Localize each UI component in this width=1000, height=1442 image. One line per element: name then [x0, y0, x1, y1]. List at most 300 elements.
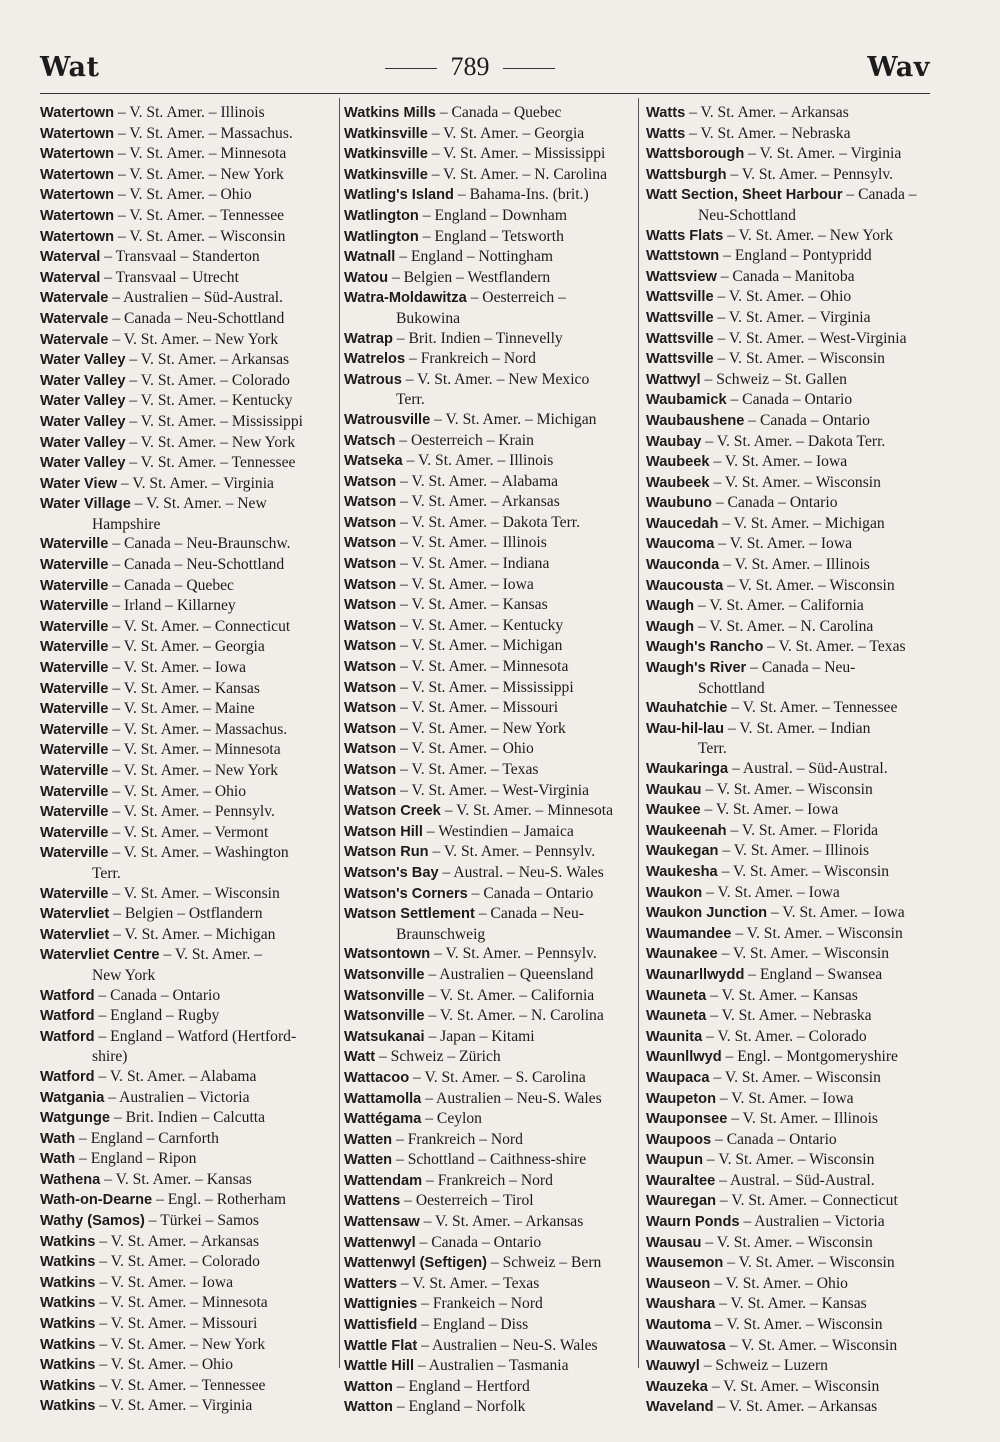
- place-name: Watrap: [344, 330, 393, 347]
- place-name: Wathena: [40, 1171, 101, 1188]
- place-location: – V. St. Amer. – Wisconsin: [727, 576, 895, 594]
- page-number: 789: [450, 52, 490, 81]
- place-location: – V. St. Amer. – Wisconsin: [721, 945, 890, 963]
- place-location: – V. St. Amer. – Kentucky: [129, 392, 293, 410]
- place-location: – V. St. Amer. – Missouri: [400, 699, 559, 717]
- gazetteer-entry: [40, 330, 336, 351]
- gazetteer-entry: [344, 595, 634, 616]
- place-name: Waukesha: [646, 863, 718, 880]
- gazetteer-entry: [646, 1253, 936, 1274]
- place-location: – Australien – Victoria: [108, 1088, 250, 1106]
- place-name: Waupaca: [646, 1069, 710, 1086]
- place-name: Waterville: [40, 598, 109, 615]
- gazetteer-entry: [40, 1396, 336, 1417]
- gazetteer-entry: [40, 699, 336, 720]
- gazetteer-entry: [646, 370, 936, 391]
- place-location: – V. St. Amer. – Iowa: [704, 801, 839, 819]
- place-name: Wattégama: [344, 1111, 422, 1128]
- place-location: – V. St. Amer. – Virginia: [717, 308, 871, 326]
- place-name: Waubuno: [646, 495, 712, 512]
- place-location: – Australien – Neu-S. Wales: [425, 1089, 602, 1107]
- place-name: Water Valley: [40, 352, 126, 369]
- place-location: – V. St. Amer. – Alabama: [400, 472, 559, 490]
- place-name: Wauseon: [646, 1275, 711, 1292]
- place-name: Watertown: [40, 125, 115, 142]
- place-location: – V. St. Amer. – Dakota Terr.: [400, 513, 581, 531]
- place-location: – V. St. Amer. – Mississippi: [431, 145, 606, 163]
- place-location: – Austral. – Neu-S. Wales: [442, 863, 604, 881]
- entry-continuation: Braunschweig: [396, 925, 486, 943]
- place-name: Waterville: [40, 680, 109, 697]
- place-location: – V. St. Amer. – Massachus.: [117, 124, 293, 142]
- place-name: Watkins: [40, 1398, 96, 1415]
- gazetteer-entry: [344, 492, 634, 513]
- gazetteer-entry: [646, 452, 936, 473]
- gazetteer-entry: [344, 678, 634, 699]
- place-location: – England – Tetsworth: [422, 227, 564, 245]
- gazetteer-entry: [344, 533, 634, 554]
- place-location: – V. St. Amer. – Texas: [400, 1274, 540, 1292]
- place-name: Watson: [344, 762, 397, 778]
- place-name: Wauponsee: [646, 1111, 728, 1128]
- place-location: – V. St. Amer. – West-Virginia: [400, 781, 590, 799]
- place-name: Wathy (Samos): [40, 1213, 145, 1230]
- gazetteer-entry: [40, 1252, 336, 1273]
- gazetteer-entry: [40, 350, 336, 371]
- place-name: Watson: [344, 741, 397, 758]
- place-name: Watkinsville: [344, 125, 428, 142]
- gazetteer-entry: [646, 1336, 936, 1357]
- gazetteer-entry: [40, 144, 336, 165]
- place-name: Watgania: [40, 1089, 105, 1106]
- place-location: – V. St. Amer. – Georgia: [112, 638, 265, 656]
- place-name: Watson: [344, 659, 397, 676]
- place-name: Waugh's River: [646, 660, 747, 677]
- place-location: – England – Downham: [422, 206, 567, 224]
- place-name: Wauneta: [646, 987, 707, 1004]
- gazetteer-entry: [646, 1212, 936, 1233]
- place-location: – V. St. Amer. – Iowa: [400, 575, 534, 593]
- place-name: Waunakee: [646, 946, 718, 963]
- gazetteer-entry: [646, 390, 936, 411]
- place-location: – V. St. Amer. – Missouri: [99, 1315, 258, 1333]
- place-name: Waterville: [40, 536, 109, 553]
- gazetteer-entry: [344, 781, 634, 802]
- place-location: – V. St. Amer. – Wisconsin: [721, 862, 890, 880]
- place-location: – V. St. Amer. –: [163, 946, 263, 964]
- place-name: Waukon Junction: [646, 905, 768, 922]
- gazetteer-entry: [344, 349, 634, 370]
- place-name: Waucedah: [646, 515, 719, 532]
- place-location: – V. St. Amer. – Mississippi: [400, 678, 574, 696]
- gazetteer-entry: [646, 165, 936, 186]
- place-name: Waupoos: [646, 1131, 712, 1148]
- place-name: Water Valley: [40, 372, 126, 389]
- place-name: Waterville: [40, 618, 109, 635]
- place-name: Waterville: [40, 824, 109, 841]
- gazetteer-entry: [646, 493, 936, 514]
- place-location: – V. St. Amer. – Arkansas: [129, 351, 290, 369]
- place-location: – V. St. Amer. – Connecticut: [112, 617, 291, 635]
- place-location: – V. St. Amer. – Wisconsin: [705, 1233, 873, 1251]
- place-location: – V. St. Amer. – Ohio: [112, 782, 247, 800]
- place-name: Waterville: [40, 701, 109, 718]
- place-location: – V. St. Amer. – Kansas: [104, 1170, 252, 1188]
- place-name: Watt Section, Sheet Harbour: [646, 187, 843, 204]
- place-location: – V. St. Amer. – Tennessee: [731, 699, 898, 717]
- gazetteer-entry: [40, 433, 336, 454]
- place-location: – V. St. Amer. – N. Carolina: [428, 1007, 604, 1025]
- place-name: Watford: [40, 987, 95, 1004]
- place-name: Wath: [40, 1130, 76, 1147]
- column-3: [646, 103, 936, 1418]
- place-location: – Canada – Quebec: [439, 104, 562, 121]
- place-name: Watson: [344, 720, 397, 737]
- gazetteer-entry: [646, 719, 936, 740]
- place-name: Watson Hill: [344, 823, 423, 840]
- place-name: Watra-Moldawitza: [344, 290, 467, 307]
- place-location: – V. St. Amer. – New York: [129, 433, 296, 451]
- gazetteer-entry: [344, 185, 634, 206]
- place-name: Waterville: [40, 742, 109, 759]
- gazetteer-entry: [40, 247, 336, 268]
- place-location: – V. St. Amer. – Michigan: [400, 637, 563, 655]
- place-location: – V. St. Amer. – Iowa: [719, 1089, 854, 1107]
- place-location: – V. St. Amer. – N. Carolina: [698, 617, 874, 635]
- gazetteer-entry: [344, 1253, 634, 1274]
- place-location: – Australien – Victoria: [743, 1213, 885, 1231]
- place-name: Water Valley: [40, 455, 126, 472]
- gazetteer-entry: [40, 103, 336, 124]
- gazetteer-entry: [344, 698, 634, 719]
- place-name: Wattsburgh: [646, 166, 727, 183]
- gazetteer-entry: [344, 575, 634, 596]
- place-name: Waugh's Rancho: [646, 639, 764, 656]
- place-name: Waubamick: [646, 392, 727, 409]
- gazetteer-entry: [646, 780, 936, 801]
- place-location: – Frankeich – Nord: [421, 1295, 543, 1313]
- place-name: Waunarllwydd: [646, 966, 745, 983]
- gazetteer-entry: [646, 841, 936, 862]
- place-name: Watson: [344, 597, 397, 614]
- gazetteer-entry: [344, 1233, 634, 1254]
- place-name: Watkins: [40, 1316, 96, 1333]
- gazetteer-entry: [344, 1047, 634, 1068]
- gazetteer-entry: [344, 554, 634, 575]
- gazetteer-entry: [344, 863, 634, 884]
- place-location: – V. St. Amer. – Virginia: [99, 1397, 253, 1415]
- place-location: – Canada – Ontario: [715, 1130, 837, 1148]
- gazetteer-entry: [344, 1109, 634, 1130]
- place-name: Wausau: [646, 1234, 702, 1251]
- place-name: Waterville: [40, 885, 109, 902]
- gazetteer-entry: [40, 371, 336, 392]
- place-location: – V. St. Amer. – Illinois: [400, 534, 547, 552]
- column-divider-1: [339, 98, 340, 1368]
- place-location: – V. St. Amer. – California: [698, 597, 864, 615]
- place-location: – V. St. Amer. – Pennsylv.: [112, 803, 275, 821]
- gazetteer-entry: [646, 1047, 936, 1068]
- gazetteer-entry: [344, 842, 634, 863]
- place-location: – V. St. Amer. – Wisconsin: [727, 1254, 895, 1272]
- place-location: – V. St. Amer. – Minnesota: [99, 1294, 268, 1312]
- gazetteer-entry: [40, 802, 336, 823]
- place-name: Wattstown: [646, 248, 720, 265]
- gazetteer-entry: [40, 555, 336, 576]
- place-name: Watertown: [40, 146, 115, 163]
- place-location: – V. St. Amer. – Arkansas: [717, 1398, 878, 1416]
- place-location: – V. St. Amer. – Illinois: [722, 842, 870, 860]
- place-location: – V. St. Amer. – Kansas: [112, 679, 260, 697]
- gazetteer-entry: [40, 1293, 336, 1314]
- place-location: – V. St. Amer. – Mississippi: [129, 412, 303, 430]
- gazetteer-entry: [646, 103, 936, 124]
- place-location: – V. St. Amer. – Kansas: [400, 596, 548, 614]
- gazetteer-entry: [344, 944, 634, 965]
- gazetteer-entry: [646, 658, 936, 679]
- gazetteer-entry: [646, 986, 936, 1007]
- place-location: – Schweiz – St. Gallen: [704, 370, 847, 388]
- place-location: – V. St. Amer. – Colorado: [129, 371, 290, 389]
- place-name: Watou: [344, 269, 389, 286]
- place-name: Watson: [344, 494, 397, 511]
- place-name: Watrelos: [344, 351, 406, 368]
- gazetteer-entry: [646, 1109, 936, 1130]
- gazetteer-entry: [344, 822, 634, 843]
- gazetteer-entry: [646, 124, 936, 145]
- place-location: – Canada – Ontario: [471, 884, 594, 902]
- place-location: – Frankreich – Nord: [396, 1130, 523, 1148]
- place-location: – V. St. Amer. – Minnesota: [112, 741, 281, 759]
- place-location: – V. St. Amer. – Virginia: [748, 145, 902, 163]
- place-name: Water View: [40, 475, 118, 492]
- gazetteer-entry: [344, 616, 634, 637]
- place-location: – V. St. Amer. – Pennsylv.: [432, 843, 596, 861]
- place-name: Watton: [344, 1399, 393, 1416]
- place-location: – V. St. Amer. – Illinois: [723, 556, 870, 574]
- place-name: Watson's Bay: [344, 864, 439, 881]
- gazetteer-entry: [344, 247, 634, 268]
- place-location: – Brit. Indien – Tinnevelly: [396, 329, 563, 347]
- place-name: Wattsville: [646, 330, 714, 347]
- place-location: – V. St. Amer. – New York: [117, 165, 284, 183]
- gazetteer-entry: [646, 1171, 936, 1192]
- gazetteer-entry: [646, 637, 936, 658]
- place-name: Water Valley: [40, 393, 126, 410]
- place-name: Watsukanai: [344, 1028, 425, 1045]
- place-name: Waterval: [40, 269, 101, 286]
- place-name: Waucousta: [646, 577, 724, 594]
- place-location: – V. St. Amer. – Arkansas: [423, 1213, 584, 1231]
- column-1: [40, 103, 336, 1417]
- gazetteer-entry: [646, 308, 936, 329]
- place-name: Waukeenah: [646, 822, 727, 839]
- place-location: – V. St. Amer. – Iowa: [770, 904, 905, 922]
- gazetteer-entry: [344, 986, 634, 1007]
- gazetteer-entry: [344, 513, 634, 534]
- gazetteer-entry: [40, 1273, 336, 1294]
- gazetteer-entry: [40, 1376, 336, 1397]
- gazetteer-entry: [344, 1150, 634, 1171]
- gazetteer-entry: [344, 268, 634, 289]
- gazetteer-entry: [646, 924, 936, 945]
- gazetteer-entry: [40, 309, 336, 330]
- place-name: Watertown: [40, 187, 115, 204]
- place-name: Wattsview: [646, 268, 717, 285]
- place-name: Watrous: [344, 371, 402, 388]
- place-name: Waukau: [646, 781, 702, 798]
- gazetteer-entry: [646, 246, 936, 267]
- place-location: – Westindien – Jamaica: [426, 822, 574, 840]
- place-location: – Irland – Killarney: [112, 597, 236, 615]
- place-name: Wauconda: [646, 557, 720, 574]
- place-location: – V. St. Amer. – Wisconsin: [117, 227, 286, 245]
- place-name: Waurn Ponds: [646, 1214, 740, 1231]
- place-name: Wattisfield: [344, 1317, 418, 1334]
- place-location: – Canada – Ontario: [98, 986, 221, 1004]
- place-name: Wattsborough: [646, 146, 745, 163]
- place-name: Watt: [344, 1049, 376, 1066]
- place-location: – Australien – Tasmania: [417, 1357, 569, 1375]
- gazetteer-entry: [646, 944, 936, 965]
- gazetteer-entry: [646, 1274, 936, 1295]
- gazetteer-entry: [344, 144, 634, 165]
- gazetteer-entry: [646, 1191, 936, 1212]
- place-location: – V. St. Amer. – Wisconsin: [715, 1316, 883, 1334]
- gazetteer-entry: [40, 1149, 336, 1170]
- place-name: Watson: [344, 700, 397, 717]
- place-name: Watford: [40, 1028, 95, 1045]
- place-location: – V. St. Amer. – Tennessee: [129, 454, 296, 472]
- place-location: – V. St. Amer. – Iowa: [112, 659, 247, 677]
- gazetteer-entry: [344, 1315, 634, 1336]
- gazetteer-entry: [646, 1397, 936, 1418]
- gazetteer-entry: [646, 1006, 936, 1027]
- gazetteer-entry: [344, 1336, 634, 1357]
- place-name: Waterville: [40, 639, 109, 656]
- gazetteer-entry: [344, 1377, 634, 1398]
- gazetteer-entry: [40, 474, 336, 495]
- place-location: – England – Diss: [421, 1316, 529, 1334]
- place-name: Watertown: [40, 207, 115, 224]
- gazetteer-entry: [646, 1027, 936, 1048]
- place-name: Watertown: [40, 166, 115, 183]
- place-location: – V. St. Amer. – Tennessee: [117, 206, 285, 224]
- place-location: – V. St. Amer. – Nebraska: [710, 1007, 872, 1025]
- place-location: – V. St. Amer. – Ohio: [117, 186, 252, 204]
- gazetteer-entry: [40, 206, 336, 227]
- place-name: Watkins Mills: [344, 105, 436, 121]
- place-location: – V. St. Amer. – Iowa: [706, 883, 840, 901]
- place-name: Wattsville: [646, 309, 714, 326]
- place-location: – V. St. Amer. – Dakota Terr.: [705, 432, 886, 450]
- place-name: Watson: [344, 617, 397, 634]
- place-name: Waugh: [646, 598, 695, 615]
- gazetteer-entry: [40, 596, 336, 617]
- place-location: – V. St. Amer. – Wisconsin: [735, 924, 903, 942]
- place-name: Watsonville: [344, 966, 425, 983]
- place-name: Waubay: [646, 433, 702, 450]
- place-location: – England – Swansea: [748, 965, 883, 983]
- gazetteer-entry: [344, 1274, 634, 1295]
- place-location: – V. St. Amer. – Nebraska: [689, 124, 851, 142]
- place-location: – V. St. Amer. – Tennessee: [99, 1376, 266, 1394]
- place-location: – V. St. Amer. – New York: [99, 1335, 266, 1353]
- place-name: Watsontown: [344, 946, 431, 963]
- gazetteer-entry: [40, 925, 336, 946]
- place-location: – Oesterreich – Krain: [399, 431, 534, 449]
- gazetteer-entry: [646, 329, 936, 350]
- gazetteer-entry: [344, 451, 634, 472]
- place-location: – V. St. Amer. – Ohio: [717, 288, 852, 306]
- gazetteer-entry: [40, 637, 336, 658]
- place-location: – Schweiz – Zürich: [378, 1048, 501, 1066]
- place-location: – V. St. Amer. – Iowa: [713, 453, 848, 471]
- gazetteer-entry: [646, 596, 936, 617]
- place-name: Watkins: [40, 1254, 96, 1271]
- place-location: – V. St. Amer. – Ohio: [714, 1274, 848, 1292]
- gazetteer-entry: [344, 124, 634, 145]
- gazetteer-entry: [646, 1294, 936, 1315]
- place-name: Watford: [40, 1008, 95, 1025]
- gazetteer-entry: [40, 904, 336, 925]
- place-name: Wattwyl: [646, 371, 701, 388]
- gazetteer-entry: [40, 1335, 336, 1356]
- gazetteer-entry: [646, 473, 936, 494]
- gazetteer-entry: [40, 843, 336, 864]
- gazetteer-entry: [646, 514, 936, 535]
- place-name: Waukaringa: [646, 761, 729, 777]
- gazetteer-entry: [344, 227, 634, 248]
- place-name: Watson: [344, 556, 397, 573]
- place-location: – V. St. Amer. – Alabama: [98, 1067, 257, 1085]
- place-name: Watford: [40, 1068, 95, 1085]
- entry-continuation: New York: [92, 966, 156, 984]
- gazetteer-entry: [40, 782, 336, 803]
- place-name: Watertown: [40, 228, 115, 245]
- place-location: – V. St. Amer. – Kentucky: [400, 616, 564, 634]
- gazetteer-entry: [40, 1355, 336, 1376]
- gazetteer-entry: [344, 719, 634, 740]
- place-name: Watertown: [40, 105, 115, 121]
- gazetteer-entry: [344, 760, 634, 781]
- gazetteer-entry: [646, 1233, 936, 1254]
- right-dash-rule: [503, 68, 555, 69]
- place-name: Water Village: [40, 496, 131, 513]
- gazetteer-entry: [40, 185, 336, 206]
- place-location: – V. St. Amer. – Wisconsin: [711, 1377, 880, 1395]
- place-location: – V. St. Amer. – Arkansas: [689, 104, 849, 121]
- place-name: Watkins: [40, 1336, 96, 1353]
- gazetteer-entry: [40, 165, 336, 186]
- place-name: Watts: [646, 125, 686, 142]
- place-location: – Schweiz – Luzern: [703, 1357, 828, 1375]
- place-name: Waucoma: [646, 536, 715, 553]
- place-name: Wattle Flat: [344, 1337, 418, 1354]
- place-location: – V. St. Amer. – Connecticut: [719, 1192, 898, 1210]
- entry-continuation: Schottland: [698, 679, 765, 697]
- gazetteer-entry: [40, 1088, 336, 1109]
- place-name: Wattamolla: [344, 1090, 422, 1107]
- place-name: Wattendam: [344, 1172, 423, 1189]
- place-name: Waterville: [40, 660, 109, 677]
- place-location: – Frankreich – Nord: [409, 350, 536, 368]
- place-name: Watson Creek: [344, 803, 441, 820]
- place-name: Watten: [344, 1131, 393, 1148]
- gazetteer-entry: [40, 658, 336, 679]
- place-location: – Belgien – Westflandern: [391, 268, 551, 286]
- gazetteer-entry: [40, 268, 336, 289]
